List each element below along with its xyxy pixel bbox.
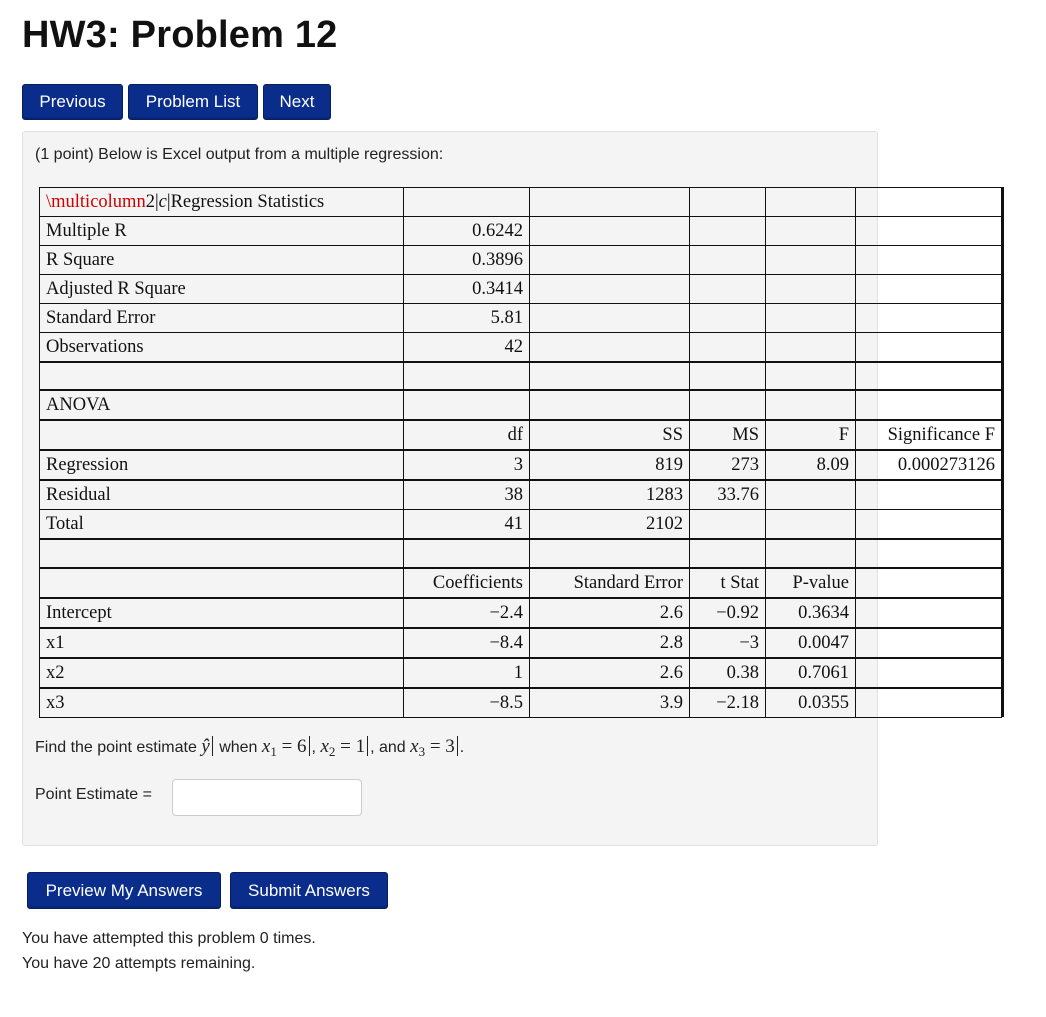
table-right-rule bbox=[1002, 187, 1004, 717]
coef-t-stat: 0.38 bbox=[690, 658, 766, 688]
coef-label: x3 bbox=[40, 688, 404, 718]
math-cursor bbox=[367, 736, 368, 756]
previous-button[interactable]: Previous bbox=[22, 84, 123, 120]
anova-significance-f: 0.000273126 bbox=[856, 450, 1002, 480]
table-row bbox=[40, 390, 1002, 420]
anova-label: Residual bbox=[40, 480, 404, 510]
anova-ms: 273 bbox=[690, 450, 766, 480]
table-row bbox=[40, 658, 1002, 688]
y-hat-symbol: ŷ bbox=[201, 736, 210, 757]
table-row bbox=[40, 480, 1002, 510]
attempts-remaining: You have 20 attempts remaining. bbox=[22, 955, 256, 972]
coef-value: 1 bbox=[404, 658, 530, 688]
anova-ss: 1283 bbox=[530, 480, 690, 510]
point-estimate-label: Point Estimate = bbox=[35, 786, 152, 803]
anova-significance-f bbox=[856, 480, 1002, 510]
table-row bbox=[40, 450, 1002, 480]
anova-ss: 819 bbox=[530, 450, 690, 480]
coef-label: x1 bbox=[40, 628, 404, 658]
anova-f: 8.09 bbox=[766, 450, 856, 480]
coef-p-value: 0.0355 bbox=[766, 688, 856, 718]
column-header: SS bbox=[530, 420, 690, 450]
coef-t-stat: −2.18 bbox=[690, 688, 766, 718]
anova-ss: 2102 bbox=[530, 510, 690, 540]
stat-value: 0.6242 bbox=[404, 217, 530, 246]
submit-answers-button[interactable]: Submit Answers bbox=[230, 872, 388, 909]
anova-df: 3 bbox=[404, 450, 530, 480]
column-header: df bbox=[404, 420, 530, 450]
table-row bbox=[40, 510, 1002, 540]
anova-significance-f bbox=[856, 510, 1002, 540]
table-row bbox=[40, 217, 1002, 246]
coef-p-value: 0.3634 bbox=[766, 598, 856, 628]
coef-p-value: 0.7061 bbox=[766, 658, 856, 688]
coef-value: −8.4 bbox=[404, 628, 530, 658]
question-text: Find the point estimate ŷ when $x_1 = 6$ , $x_2 = 1$ , and $x_3 = 3$ . bbox=[35, 736, 465, 760]
anova-f bbox=[766, 480, 856, 510]
stat-value: 5.81 bbox=[404, 304, 530, 333]
column-header: Coefficients bbox=[404, 568, 530, 598]
coef-label: x2 bbox=[40, 658, 404, 688]
table-row bbox=[40, 333, 1002, 363]
anova-df: 41 bbox=[404, 510, 530, 540]
anova-df: 38 bbox=[404, 480, 530, 510]
column-header: Significance F bbox=[856, 420, 1002, 450]
coef-t-stat: −0.92 bbox=[690, 598, 766, 628]
table-row bbox=[40, 275, 1002, 304]
stat-value: 0.3414 bbox=[404, 275, 530, 304]
math-cursor bbox=[212, 736, 213, 756]
coef-label: Intercept bbox=[40, 598, 404, 628]
stat-label: Observations bbox=[40, 333, 404, 363]
table-row bbox=[40, 598, 1002, 628]
coef-t-stat: −3 bbox=[690, 628, 766, 658]
point-estimate-input[interactable] bbox=[172, 779, 362, 816]
stat-label: Multiple R bbox=[40, 217, 404, 246]
column-header: P-value bbox=[766, 568, 856, 598]
coef-value: −2.4 bbox=[404, 598, 530, 628]
anova-f bbox=[766, 510, 856, 540]
problem-list-button[interactable]: Problem List bbox=[128, 84, 258, 120]
table-row bbox=[40, 246, 1002, 275]
anova-ms bbox=[690, 510, 766, 540]
coef-std-error: 2.8 bbox=[530, 628, 690, 658]
coef-std-error: 2.6 bbox=[530, 658, 690, 688]
regression-output-table bbox=[39, 187, 1002, 718]
page-title: HW3: Problem 12 bbox=[22, 14, 338, 56]
coef-value: −8.5 bbox=[404, 688, 530, 718]
anova-label: Total bbox=[40, 510, 404, 540]
anova-label: Regression bbox=[40, 450, 404, 480]
table-row bbox=[40, 304, 1002, 333]
table-row-empty bbox=[40, 362, 1002, 390]
stat-label: Adjusted R Square bbox=[40, 275, 404, 304]
column-header: t Stat bbox=[690, 568, 766, 598]
regression-statistics-header: \multicolumn2|c|Regression Statistics bbox=[40, 188, 404, 217]
attempts-made: You have attempted this problem 0 times. bbox=[22, 930, 316, 947]
next-button[interactable]: Next bbox=[263, 84, 331, 120]
coef-p-value: 0.0047 bbox=[766, 628, 856, 658]
column-header: F bbox=[766, 420, 856, 450]
coef-std-error: 2.6 bbox=[530, 598, 690, 628]
stat-label: Standard Error bbox=[40, 304, 404, 333]
preview-answers-button[interactable]: Preview My Answers bbox=[27, 872, 221, 909]
math-cursor bbox=[457, 736, 458, 756]
table-row bbox=[40, 628, 1002, 658]
math-cursor bbox=[309, 736, 310, 756]
anova-header-row bbox=[40, 420, 1002, 450]
table-row bbox=[40, 188, 1002, 217]
coefficient-header-row bbox=[40, 568, 1002, 598]
coef-std-error: 3.9 bbox=[530, 688, 690, 718]
problem-intro: (1 point) Below is Excel output from a multiple regression: bbox=[35, 146, 444, 163]
anova-title: ANOVA bbox=[40, 390, 404, 420]
column-header: MS bbox=[690, 420, 766, 450]
stat-value: 42 bbox=[404, 333, 530, 363]
column-header: Standard Error bbox=[530, 568, 690, 598]
table-row bbox=[40, 688, 1002, 718]
stat-value: 0.3896 bbox=[404, 246, 530, 275]
stat-label: R Square bbox=[40, 246, 404, 275]
anova-ms: 33.76 bbox=[690, 480, 766, 510]
table-row-empty bbox=[40, 539, 1002, 567]
